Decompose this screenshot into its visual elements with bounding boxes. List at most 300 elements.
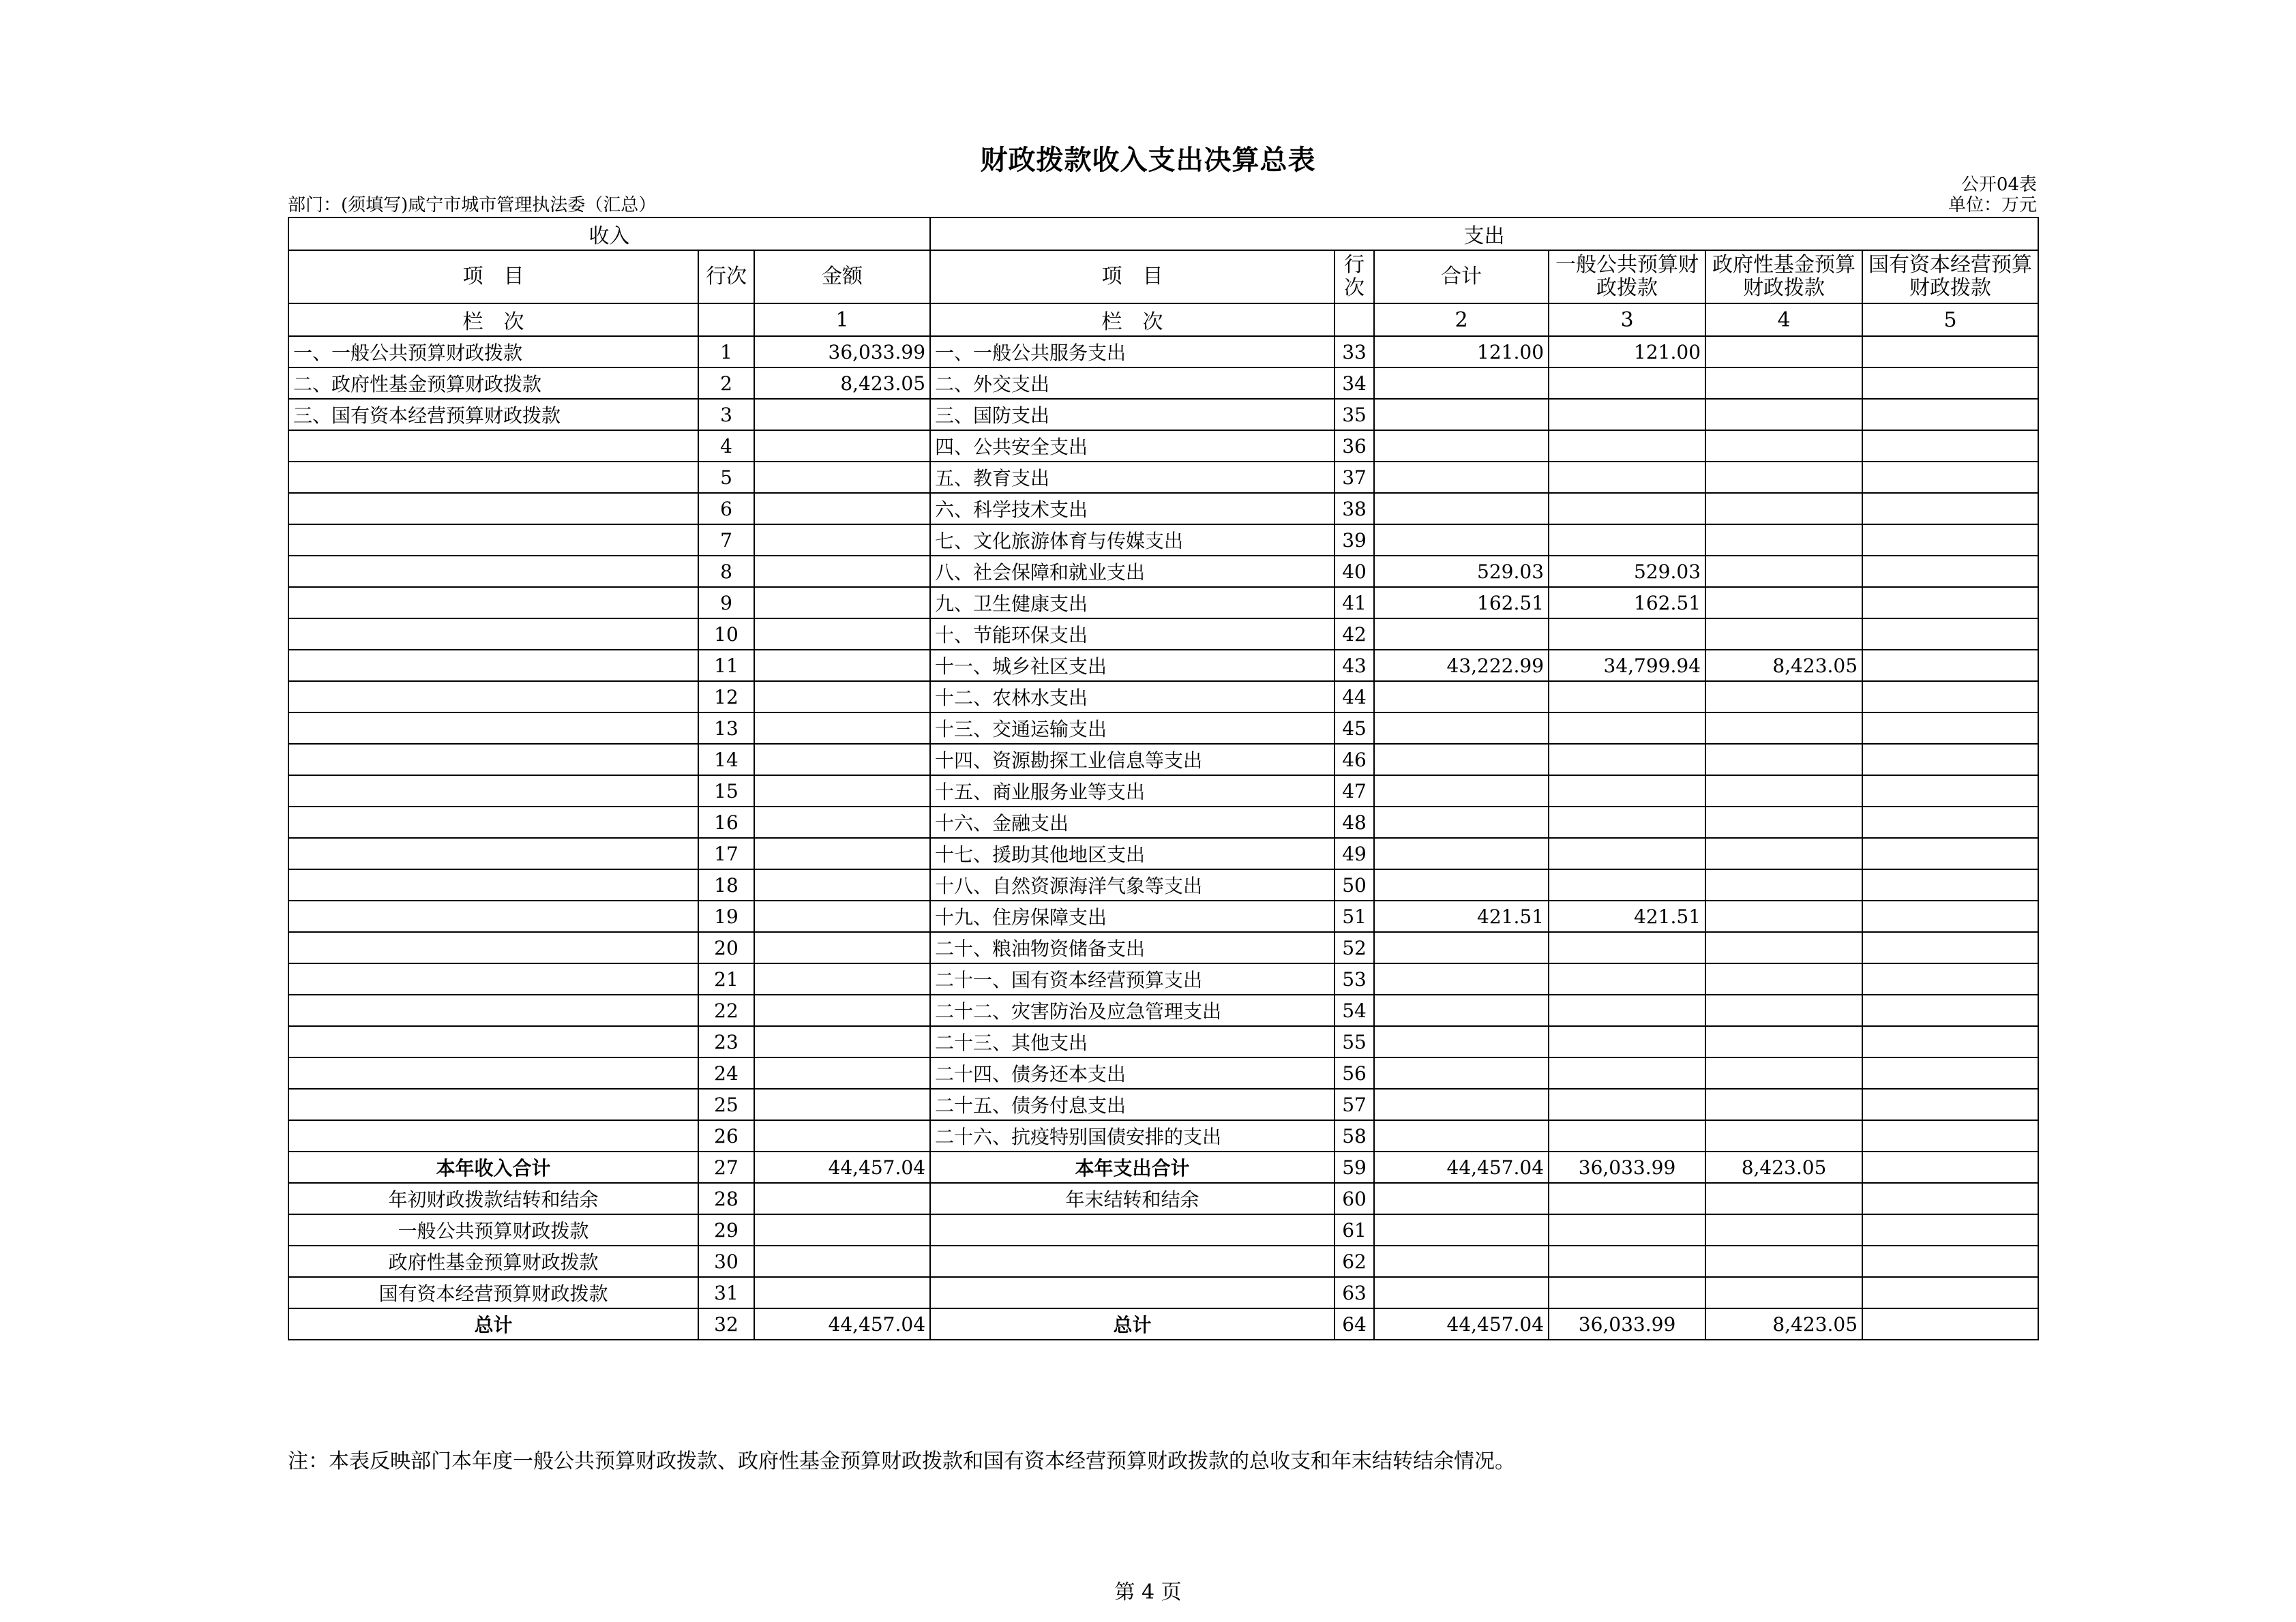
general-budget-amount bbox=[1549, 932, 1705, 963]
expense-total bbox=[1374, 807, 1549, 838]
gov-fund-amount bbox=[1705, 901, 1862, 932]
expense-item: 一、一般公共服务支出 bbox=[930, 336, 1335, 367]
income-item bbox=[288, 618, 698, 650]
income-amount bbox=[754, 1057, 930, 1089]
table-row bbox=[288, 367, 2038, 399]
form-number: 公开04表 bbox=[1960, 175, 2037, 195]
expense-total bbox=[1374, 1183, 1549, 1214]
expense-item bbox=[930, 1214, 1335, 1246]
income-rowno-blank bbox=[698, 303, 754, 336]
table-row bbox=[288, 587, 2038, 618]
general-budget-amount bbox=[1549, 807, 1705, 838]
expense-item: 二十二、灾害防治及应急管理支出 bbox=[930, 995, 1335, 1026]
expense-item: 十七、援助其他地区支出 bbox=[930, 838, 1335, 869]
expense-total: 121.00 bbox=[1374, 336, 1549, 367]
gov-fund-amount bbox=[1705, 775, 1862, 807]
income-amount bbox=[754, 587, 930, 618]
expense-total bbox=[1374, 775, 1549, 807]
general-budget-amount: 36,033.99 bbox=[1549, 1308, 1705, 1340]
state-capital-amount bbox=[1862, 430, 2038, 462]
income-row-no: 29 bbox=[698, 1214, 754, 1246]
expense-row-no: 43 bbox=[1335, 650, 1374, 681]
expense-total: 162.51 bbox=[1374, 587, 1549, 618]
expense-item: 八、社会保障和就业支出 bbox=[930, 556, 1335, 587]
expense-row-no: 51 bbox=[1335, 901, 1374, 932]
expense-item: 本年支出合计 bbox=[930, 1152, 1335, 1183]
income-item: 年初财政拨款结转和结余 bbox=[288, 1183, 698, 1214]
income-item: 国有资本经营预算财政拨款 bbox=[288, 1277, 698, 1308]
gov-fund-amount bbox=[1705, 336, 1862, 367]
state-capital-amount bbox=[1862, 869, 2038, 901]
expense-total: 529.03 bbox=[1374, 556, 1549, 587]
expense-row-no: 60 bbox=[1335, 1183, 1374, 1214]
general-budget-amount bbox=[1549, 462, 1705, 493]
gov-fund-amount bbox=[1705, 587, 1862, 618]
income-amount bbox=[754, 1183, 930, 1214]
income-row-no: 27 bbox=[698, 1152, 754, 1183]
expense-item: 九、卫生健康支出 bbox=[930, 587, 1335, 618]
header-row-columns bbox=[288, 250, 2038, 303]
expense-total: 44,457.04 bbox=[1374, 1152, 1549, 1183]
income-item bbox=[288, 712, 698, 744]
expense-row-no: 39 bbox=[1335, 524, 1374, 556]
table-row bbox=[288, 1057, 2038, 1089]
gov-fund-amount bbox=[1705, 399, 1862, 430]
income-row-no: 15 bbox=[698, 775, 754, 807]
gov-fund-amount bbox=[1705, 1277, 1862, 1308]
income-column-label: 栏 次 bbox=[288, 303, 698, 336]
state-capital-amount bbox=[1862, 775, 2038, 807]
general-budget-amount bbox=[1549, 1277, 1705, 1308]
table-row bbox=[288, 462, 2038, 493]
income-item bbox=[288, 1089, 698, 1120]
expense-total: 421.51 bbox=[1374, 901, 1549, 932]
expense-total bbox=[1374, 430, 1549, 462]
col-2-label: 2 bbox=[1374, 303, 1549, 336]
gov-fund-amount bbox=[1705, 1089, 1862, 1120]
state-capital-amount bbox=[1862, 1057, 2038, 1089]
expense-total bbox=[1374, 869, 1549, 901]
income-amount: 8,423.05 bbox=[754, 367, 930, 399]
general-budget-amount: 34,799.94 bbox=[1549, 650, 1705, 681]
expense-row-no: 41 bbox=[1335, 587, 1374, 618]
expense-item: 十六、金融支出 bbox=[930, 807, 1335, 838]
income-row-no: 1 bbox=[698, 336, 754, 367]
expense-item: 年末结转和结余 bbox=[930, 1183, 1335, 1214]
income-amount bbox=[754, 712, 930, 744]
unit-label: 单位：万元 bbox=[1948, 195, 2037, 215]
expense-item: 十三、交通运输支出 bbox=[930, 712, 1335, 744]
state-capital-amount bbox=[1862, 587, 2038, 618]
expense-item-header: 项 目 bbox=[930, 250, 1335, 303]
income-row-no: 20 bbox=[698, 932, 754, 963]
income-item bbox=[288, 524, 698, 556]
expense-item: 总计 bbox=[930, 1308, 1335, 1340]
table-row bbox=[288, 618, 2038, 650]
summary-row bbox=[288, 1152, 2038, 1183]
income-amount-header: 金额 bbox=[754, 250, 930, 303]
expense-item: 十八、自然资源海洋气象等支出 bbox=[930, 869, 1335, 901]
general-budget-amount bbox=[1549, 681, 1705, 712]
general-budget-amount bbox=[1549, 1026, 1705, 1057]
income-row-no: 31 bbox=[698, 1277, 754, 1308]
income-amount bbox=[754, 618, 930, 650]
income-amount bbox=[754, 399, 930, 430]
table-row bbox=[288, 524, 2038, 556]
income-row-no: 21 bbox=[698, 963, 754, 995]
expense-row-no: 52 bbox=[1335, 932, 1374, 963]
state-capital-amount bbox=[1862, 1183, 2038, 1214]
income-row-no: 25 bbox=[698, 1089, 754, 1120]
expense-item bbox=[930, 1277, 1335, 1308]
gov-fund-amount bbox=[1705, 1183, 1862, 1214]
col-1-label: 1 bbox=[754, 303, 930, 336]
state-capital-amount bbox=[1862, 493, 2038, 524]
summary-row bbox=[288, 1308, 2038, 1340]
income-row-no: 30 bbox=[698, 1246, 754, 1277]
state-capital-amount bbox=[1862, 367, 2038, 399]
income-amount bbox=[754, 524, 930, 556]
table-row bbox=[288, 336, 2038, 367]
gov-fund-amount: 8,423.05 bbox=[1705, 1308, 1862, 1340]
income-amount bbox=[754, 807, 930, 838]
income-amount bbox=[754, 462, 930, 493]
income-item bbox=[288, 587, 698, 618]
gov-fund-amount bbox=[1705, 462, 1862, 493]
expense-item: 二十五、债务付息支出 bbox=[930, 1089, 1335, 1120]
gov-fund-amount bbox=[1705, 681, 1862, 712]
general-budget-amount bbox=[1549, 1183, 1705, 1214]
income-amount bbox=[754, 1089, 930, 1120]
expense-row-no: 57 bbox=[1335, 1089, 1374, 1120]
table-row bbox=[288, 556, 2038, 587]
general-budget-amount bbox=[1549, 838, 1705, 869]
expense-item: 十、节能环保支出 bbox=[930, 618, 1335, 650]
expense-row-no: 40 bbox=[1335, 556, 1374, 587]
expense-item: 五、教育支出 bbox=[930, 462, 1335, 493]
income-item bbox=[288, 1057, 698, 1089]
table-row bbox=[288, 932, 2038, 963]
income-item bbox=[288, 744, 698, 775]
expense-item: 二十、粮油物资储备支出 bbox=[930, 932, 1335, 963]
income-item bbox=[288, 775, 698, 807]
income-item bbox=[288, 995, 698, 1026]
income-row-no: 17 bbox=[698, 838, 754, 869]
gov-fund-amount bbox=[1705, 1026, 1862, 1057]
general-budget-amount bbox=[1549, 963, 1705, 995]
expense-item: 三、国防支出 bbox=[930, 399, 1335, 430]
expense-total bbox=[1374, 1057, 1549, 1089]
income-amount: 44,457.04 bbox=[754, 1308, 930, 1340]
gov-fund-header: 政府性基金预算财政拨款 bbox=[1705, 250, 1862, 303]
income-item bbox=[288, 963, 698, 995]
expense-row-no: 50 bbox=[1335, 869, 1374, 901]
income-item bbox=[288, 462, 698, 493]
gov-fund-amount bbox=[1705, 838, 1862, 869]
expense-total bbox=[1374, 618, 1549, 650]
expense-row-no: 62 bbox=[1335, 1246, 1374, 1277]
income-header: 收入 bbox=[288, 217, 930, 250]
state-capital-amount bbox=[1862, 712, 2038, 744]
gov-fund-amount bbox=[1705, 712, 1862, 744]
general-budget-amount: 529.03 bbox=[1549, 556, 1705, 587]
table-row bbox=[288, 681, 2038, 712]
table-row bbox=[288, 744, 2038, 775]
expense-total: 43,222.99 bbox=[1374, 650, 1549, 681]
income-item bbox=[288, 1026, 698, 1057]
expense-item: 十一、城乡社区支出 bbox=[930, 650, 1335, 681]
state-capital-amount bbox=[1862, 524, 2038, 556]
expense-item: 六、科学技术支出 bbox=[930, 493, 1335, 524]
summary-row bbox=[288, 1183, 2038, 1214]
expense-rowno-header: 行次 bbox=[1335, 250, 1374, 303]
department-label: 部门：(须填写)咸宁市城市管理执法委（汇总） bbox=[288, 195, 657, 215]
income-row-no: 6 bbox=[698, 493, 754, 524]
summary-row bbox=[288, 1277, 2038, 1308]
income-row-no: 3 bbox=[698, 399, 754, 430]
state-capital-amount bbox=[1862, 681, 2038, 712]
income-amount bbox=[754, 775, 930, 807]
table-row bbox=[288, 775, 2038, 807]
income-row-no: 9 bbox=[698, 587, 754, 618]
income-amount: 36,033.99 bbox=[754, 336, 930, 367]
expense-item: 二十一、国有资本经营预算支出 bbox=[930, 963, 1335, 995]
table-row bbox=[288, 399, 2038, 430]
general-budget-amount: 421.51 bbox=[1549, 901, 1705, 932]
summary-row bbox=[288, 1214, 2038, 1246]
state-capital-amount bbox=[1862, 807, 2038, 838]
state-capital-amount bbox=[1862, 462, 2038, 493]
expense-row-no: 46 bbox=[1335, 744, 1374, 775]
general-budget-amount bbox=[1549, 744, 1705, 775]
income-amount bbox=[754, 963, 930, 995]
expense-row-no: 64 bbox=[1335, 1308, 1374, 1340]
general-budget-amount bbox=[1549, 493, 1705, 524]
expense-total bbox=[1374, 995, 1549, 1026]
expense-row-no: 33 bbox=[1335, 336, 1374, 367]
general-budget-amount: 121.00 bbox=[1549, 336, 1705, 367]
expense-total bbox=[1374, 462, 1549, 493]
expense-row-no: 48 bbox=[1335, 807, 1374, 838]
income-item bbox=[288, 430, 698, 462]
table-row bbox=[288, 712, 2038, 744]
gov-fund-amount bbox=[1705, 995, 1862, 1026]
expense-total bbox=[1374, 1277, 1549, 1308]
income-row-no: 13 bbox=[698, 712, 754, 744]
expense-total bbox=[1374, 681, 1549, 712]
income-amount bbox=[754, 838, 930, 869]
gov-fund-amount bbox=[1705, 430, 1862, 462]
gov-fund-amount bbox=[1705, 1120, 1862, 1152]
col-4-label: 4 bbox=[1705, 303, 1862, 336]
expense-row-no: 34 bbox=[1335, 367, 1374, 399]
income-rowno-header: 行次 bbox=[698, 250, 754, 303]
income-amount bbox=[754, 1214, 930, 1246]
income-row-no: 14 bbox=[698, 744, 754, 775]
table-row bbox=[288, 1089, 2038, 1120]
expense-item: 二十四、债务还本支出 bbox=[930, 1057, 1335, 1089]
income-amount bbox=[754, 556, 930, 587]
page-number: 第 4 页 bbox=[1114, 1580, 1182, 1604]
general-budget-amount bbox=[1549, 775, 1705, 807]
income-item bbox=[288, 650, 698, 681]
general-budget-amount bbox=[1549, 712, 1705, 744]
expense-item: 十九、住房保障支出 bbox=[930, 901, 1335, 932]
general-budget-amount bbox=[1549, 399, 1705, 430]
income-item bbox=[288, 807, 698, 838]
expense-total bbox=[1374, 744, 1549, 775]
expense-total bbox=[1374, 1214, 1549, 1246]
state-capital-amount bbox=[1862, 336, 2038, 367]
expense-total bbox=[1374, 838, 1549, 869]
expense-total bbox=[1374, 1089, 1549, 1120]
expense-row-no: 58 bbox=[1335, 1120, 1374, 1152]
expense-rowno-blank bbox=[1335, 303, 1374, 336]
gov-fund-amount bbox=[1705, 618, 1862, 650]
income-item-header: 项 目 bbox=[288, 250, 698, 303]
income-row-no: 5 bbox=[698, 462, 754, 493]
expense-row-no: 47 bbox=[1335, 775, 1374, 807]
state-capital-amount bbox=[1862, 838, 2038, 869]
income-item bbox=[288, 1120, 698, 1152]
income-row-no: 23 bbox=[698, 1026, 754, 1057]
income-row-no: 18 bbox=[698, 869, 754, 901]
state-capital-amount bbox=[1862, 399, 2038, 430]
state-capital-amount bbox=[1862, 901, 2038, 932]
col-5-label: 5 bbox=[1862, 303, 2038, 336]
expense-row-no: 56 bbox=[1335, 1057, 1374, 1089]
summary-row bbox=[288, 1246, 2038, 1277]
income-item: 一、一般公共预算财政拨款 bbox=[288, 336, 698, 367]
income-amount bbox=[754, 1277, 930, 1308]
expense-row-no: 36 bbox=[1335, 430, 1374, 462]
expense-row-no: 35 bbox=[1335, 399, 1374, 430]
expense-column-label: 栏 次 bbox=[930, 303, 1335, 336]
table-row bbox=[288, 807, 2038, 838]
income-item bbox=[288, 556, 698, 587]
income-item bbox=[288, 932, 698, 963]
gov-fund-amount bbox=[1705, 1246, 1862, 1277]
table-row bbox=[288, 650, 2038, 681]
expense-total bbox=[1374, 1026, 1549, 1057]
general-budget-amount bbox=[1549, 1089, 1705, 1120]
state-capital-amount bbox=[1862, 963, 2038, 995]
gov-fund-amount bbox=[1705, 524, 1862, 556]
expense-row-no: 45 bbox=[1335, 712, 1374, 744]
table-row bbox=[288, 430, 2038, 462]
income-amount bbox=[754, 681, 930, 712]
general-budget-amount bbox=[1549, 1214, 1705, 1246]
state-capital-amount bbox=[1862, 932, 2038, 963]
income-amount bbox=[754, 995, 930, 1026]
income-row-no: 16 bbox=[698, 807, 754, 838]
income-item bbox=[288, 869, 698, 901]
expense-total bbox=[1374, 399, 1549, 430]
page-title: 财政拨款收入支出决算总表 bbox=[980, 144, 1316, 176]
gov-fund-amount bbox=[1705, 932, 1862, 963]
expense-row-no: 63 bbox=[1335, 1277, 1374, 1308]
income-row-no: 24 bbox=[698, 1057, 754, 1089]
income-item: 二、政府性基金预算财政拨款 bbox=[288, 367, 698, 399]
expense-row-no: 49 bbox=[1335, 838, 1374, 869]
expense-row-no: 38 bbox=[1335, 493, 1374, 524]
income-row-no: 2 bbox=[698, 367, 754, 399]
state-capital-amount bbox=[1862, 1026, 2038, 1057]
income-item bbox=[288, 493, 698, 524]
table-row bbox=[288, 901, 2038, 932]
general-budget-amount: 36,033.99 bbox=[1549, 1152, 1705, 1183]
expense-row-no: 53 bbox=[1335, 963, 1374, 995]
expense-row-no: 55 bbox=[1335, 1026, 1374, 1057]
income-item: 本年收入合计 bbox=[288, 1152, 698, 1183]
table-row bbox=[288, 1026, 2038, 1057]
fiscal-appropriation-table bbox=[288, 217, 2039, 1340]
income-amount bbox=[754, 1120, 930, 1152]
expense-row-no: 37 bbox=[1335, 462, 1374, 493]
expense-total bbox=[1374, 963, 1549, 995]
table-row bbox=[288, 1120, 2038, 1152]
expense-row-no: 59 bbox=[1335, 1152, 1374, 1183]
expense-item: 二十六、抗疫特别国债安排的支出 bbox=[930, 1120, 1335, 1152]
income-amount bbox=[754, 869, 930, 901]
col-3-label: 3 bbox=[1549, 303, 1705, 336]
general-budget-amount bbox=[1549, 430, 1705, 462]
general-budget-amount bbox=[1549, 1057, 1705, 1089]
expense-total bbox=[1374, 493, 1549, 524]
income-row-no: 19 bbox=[698, 901, 754, 932]
expense-item: 二十三、其他支出 bbox=[930, 1026, 1335, 1057]
income-item: 政府性基金预算财政拨款 bbox=[288, 1246, 698, 1277]
expense-total bbox=[1374, 1120, 1549, 1152]
income-row-no: 8 bbox=[698, 556, 754, 587]
income-row-no: 22 bbox=[698, 995, 754, 1026]
state-capital-amount bbox=[1862, 1120, 2038, 1152]
expense-item bbox=[930, 1246, 1335, 1277]
gov-fund-amount bbox=[1705, 1057, 1862, 1089]
header-row-column-numbers bbox=[288, 303, 2038, 336]
income-amount: 44,457.04 bbox=[754, 1152, 930, 1183]
total-header: 合计 bbox=[1374, 250, 1549, 303]
expense-item: 二、外交支出 bbox=[930, 367, 1335, 399]
expense-item: 十五、商业服务业等支出 bbox=[930, 775, 1335, 807]
expense-item: 十四、资源勘探工业信息等支出 bbox=[930, 744, 1335, 775]
income-row-no: 11 bbox=[698, 650, 754, 681]
gov-fund-amount bbox=[1705, 869, 1862, 901]
header-row-sections bbox=[288, 217, 2038, 250]
state-capital-amount bbox=[1862, 744, 2038, 775]
expense-item: 十二、农林水支出 bbox=[930, 681, 1335, 712]
expense-total bbox=[1374, 712, 1549, 744]
expense-total: 44,457.04 bbox=[1374, 1308, 1549, 1340]
general-budget-amount bbox=[1549, 1120, 1705, 1152]
income-amount bbox=[754, 430, 930, 462]
income-amount bbox=[754, 744, 930, 775]
state-capital-amount bbox=[1862, 650, 2038, 681]
income-amount bbox=[754, 1026, 930, 1057]
income-row-no: 10 bbox=[698, 618, 754, 650]
general-budget-amount bbox=[1549, 995, 1705, 1026]
state-capital-amount bbox=[1862, 1214, 2038, 1246]
income-item: 一般公共预算财政拨款 bbox=[288, 1214, 698, 1246]
state-capital-amount bbox=[1862, 1246, 2038, 1277]
income-item: 三、国有资本经营预算财政拨款 bbox=[288, 399, 698, 430]
income-amount bbox=[754, 650, 930, 681]
table-row bbox=[288, 493, 2038, 524]
income-row-no: 26 bbox=[698, 1120, 754, 1152]
gov-fund-amount: 8,423.05 bbox=[1705, 1152, 1862, 1183]
general-budget-amount bbox=[1549, 367, 1705, 399]
income-row-no: 32 bbox=[698, 1308, 754, 1340]
